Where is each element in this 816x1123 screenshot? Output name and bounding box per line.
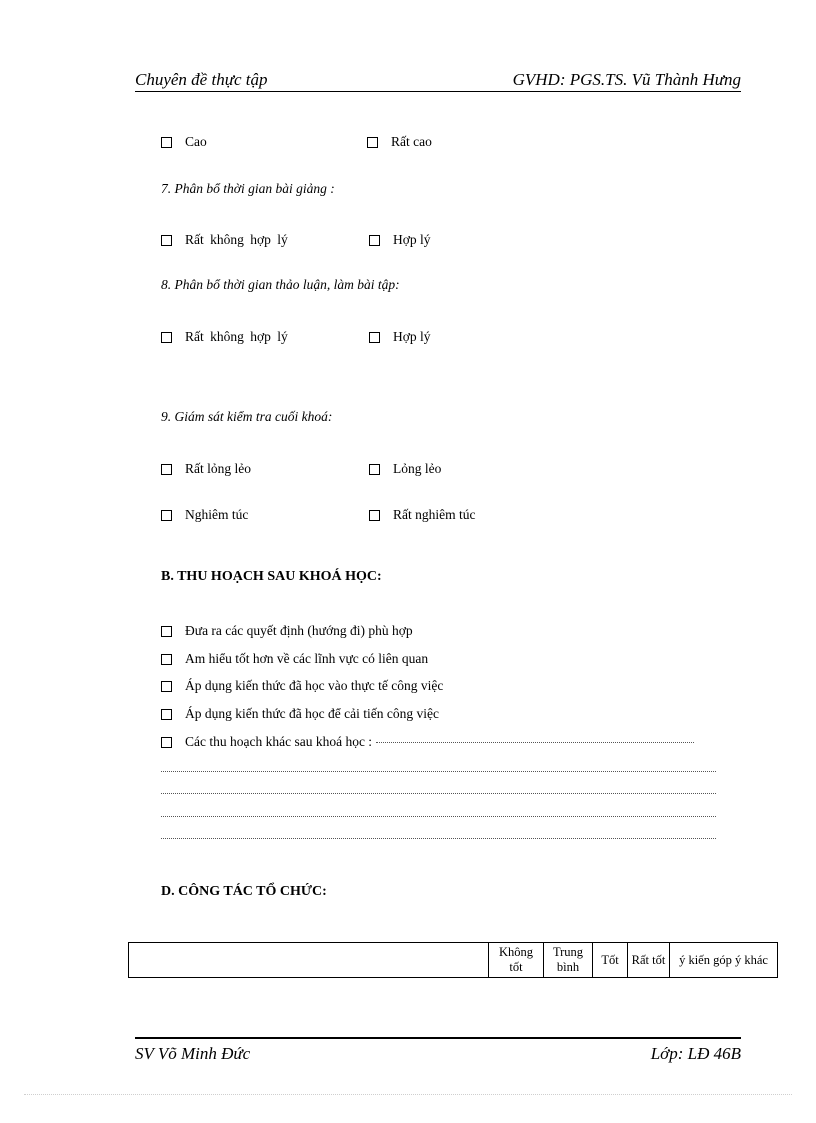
checkbox[interactable]: [161, 737, 172, 748]
question-7-title: 7. Phân bổ thời gian bài giảng :: [161, 181, 335, 196]
page-bottom-border: [24, 1094, 792, 1095]
checkbox[interactable]: [369, 332, 380, 343]
table-header-cell: Tốt: [593, 943, 628, 978]
checkbox[interactable]: [161, 510, 172, 521]
option-q8-hop-ly[interactable]: Hợp lý: [369, 329, 431, 345]
option-q7-hop-ly[interactable]: Hợp lý: [369, 232, 431, 248]
checkbox[interactable]: [161, 654, 172, 665]
question-9-title: 9. Giám sát kiểm tra cuối khoá:: [161, 409, 333, 424]
table-header-cell: Trung bình: [544, 943, 593, 978]
option-q9-rat-long-leo[interactable]: Rất lỏng lẻo: [161, 461, 251, 477]
section-b-item-1[interactable]: Đưa ra các quyết định (hướng đi) phù hợp: [161, 623, 413, 639]
option-q6-rat-cao[interactable]: Rất cao: [367, 134, 432, 150]
option-q9-nghiem-tuc[interactable]: Nghiêm túc: [161, 507, 248, 523]
section-d-title: D. CÔNG TÁC TỔ CHỨC:: [161, 884, 327, 899]
checkbox[interactable]: [161, 235, 172, 246]
checkbox[interactable]: [161, 681, 172, 692]
fill-in-line[interactable]: [376, 742, 694, 743]
footer-left: SV Võ Minh Đức: [135, 1044, 251, 1063]
organization-rating-table: [128, 942, 778, 978]
checkbox[interactable]: [369, 510, 380, 521]
table-header-cell: Không tốt: [489, 943, 544, 978]
table-header-row: [129, 943, 778, 978]
option-q6-cao[interactable]: Cao: [161, 134, 207, 150]
section-b-title: B. THU HOẠCH SAU KHOÁ HỌC:: [161, 569, 382, 584]
table-header-cell: [129, 943, 489, 978]
header-rule: [135, 91, 741, 92]
table-header-cell: ý kiến góp ý khác: [670, 943, 778, 978]
fill-in-line[interactable]: [161, 771, 716, 772]
option-q9-rat-nghiem-tuc[interactable]: Rất nghiêm túc: [369, 507, 475, 523]
checkbox[interactable]: [369, 464, 380, 475]
checkbox[interactable]: [161, 137, 172, 148]
section-b-item-4[interactable]: Áp dụng kiến thức đã học để cải tiến công việc: [161, 706, 439, 722]
section-b-item-5[interactable]: Các thu hoạch khác sau khoá học :: [161, 734, 694, 750]
option-q7-rat-khong-hop-ly[interactable]: Rất không hợp lý: [161, 232, 288, 248]
table-header-cell: Rất tốt: [628, 943, 670, 978]
fill-in-line[interactable]: [161, 816, 716, 817]
header-right: GVHD: PGS.TS. Vũ Thành Hưng: [512, 70, 741, 89]
section-b-item-2[interactable]: Am hiểu tốt hơn về các lĩnh vực có liên quan: [161, 651, 428, 667]
section-b-item-3[interactable]: Áp dụng kiến thức đã học vào thực tế công việc: [161, 678, 443, 694]
checkbox[interactable]: [369, 235, 380, 246]
checkbox[interactable]: [161, 332, 172, 343]
checkbox[interactable]: [161, 709, 172, 720]
question-8-title: 8. Phân bổ thời gian thảo luận, làm bài tập:: [161, 277, 400, 292]
option-q9-long-leo[interactable]: Lỏng lẻo: [369, 461, 441, 477]
footer-right: Lớp: LĐ 46B: [650, 1044, 741, 1063]
checkbox[interactable]: [161, 464, 172, 475]
fill-in-line[interactable]: [161, 793, 716, 794]
checkbox[interactable]: [161, 626, 172, 637]
footer-rule: [135, 1037, 741, 1039]
fill-in-line[interactable]: [161, 838, 716, 839]
checkbox[interactable]: [367, 137, 378, 148]
header-left: Chuyên đề thực tập: [135, 70, 268, 89]
option-q8-rat-khong-hop-ly[interactable]: Rất không hợp lý: [161, 329, 288, 345]
